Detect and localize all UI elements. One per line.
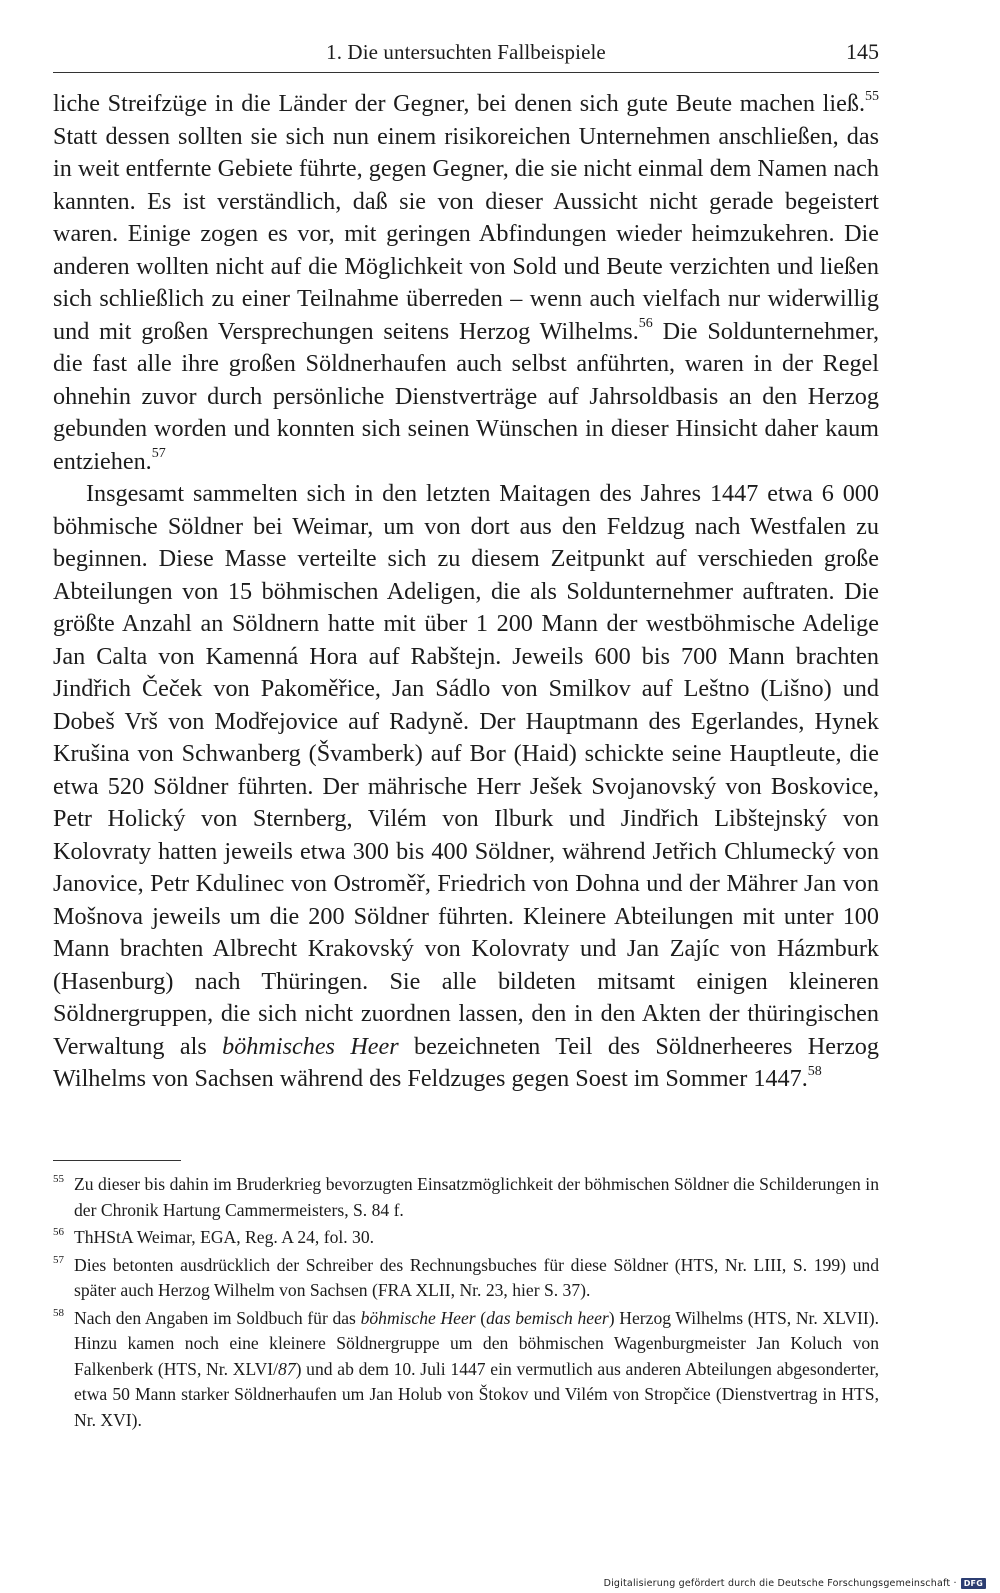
footnote-text: ( [475,1307,487,1328]
text-run: Statt dessen sollten sie sich nun einem risikoreichen Unternehmen anschließen, das in weit entfernte Gebiete führte, gegen Gegner, die sie nicht einmal dem Namen nach kannten. Es ist verständlich, daß sie von dieser Aussicht nicht gerade begeistert waren. Einige zogen es vor, mit geringen Abfindungen wieder heimzukehren. Die anderen wollten nicht auf die Möglichkeit von Sold und Beute verzichten und ließen sich schließlich zu einer Teilnahme überreden – wenn auch vielfach nur widerwillig und mit großen Versprechungen seitens Herzog Wilhelms. [53,122,879,345]
footnote-text: Nach den Angaben im Soldbuch für das [74,1307,361,1328]
paragraph-2 [53,478,879,1096]
footnote-58: $^{58}$ Nach den Angaben im Soldbuch für das böhmische Heer (das bemisch heer) Herzog Wilhelms (HTS, Nr. XLVII). Hinzu kamen noch eine kleinere Söldnergruppe um den böhmischen Wagenburgmeister Jan Koluch von Falkenberk (HTS, Nr. XLVI/87) und ab dem 10. Juli 1447 ein vermutlich aus anderen Abteilungen abgesonderter, etwa 50 Mann starker Söldnerhaufen um Jan Holub von Štokov und Vilém von Stropčice (Dienstvertrag in HTS, Nr. XVI). [53,1306,879,1430]
text-run: Insgesamt sammelten sich in den letzten Maitagen des Jahres 1447 etwa 6 000 böhmische Söldner bei Weimar, um von dort aus den Feldzug nach Westfalen zu beginnen. Diese Masse verteilte sich zu diesem Zeitpunkt auf verschieden große Abteilungen von 15 böhmischen Adeligen, die als Soldunternehmer auftraten. Die größte Anzahl an Söldnern hatte mit über 1 200 Mann der westböhmische Adelige Jan Calta von Kamenná Hora auf Rabštejn. Jeweils 600 bis 700 Mann brachten Jindřich Čeček von Pakoměřice, Jan Sádlo von Smilkov auf Leštno (Lišno) und Dobeš Vrš von Modřejovice auf Radyně. Der Hauptmann des Egerlandes, Hynek Krušina von Schwanberg (Švamberk) auf Bor (Haid) schickte seine Hauptleute, die etwa 520 Söldner führten. Der mährische Herr Ješek Svojanovský von Boskovice, Petr Holický von Sternberg, Vilém von Ilburk und Jindřich Libštejnský von Kolovraty hatten jeweils etwa 300 bis 400 Söldner, während Jetřich Chlumecký von Janovice, Petr Kdulinec von Ostroměř, Friedrich von Dohna und der Mährer Jan von Mošnova jeweils um die 200 Söldner führten. Kleinere Abteilungen mit unter 100 Mann brachten Albrecht Krakovský von Kolovraty und Jan Zajíc von Házmburk (Hasenburg) nach Thüringen. Sie alle bildeten mitsamt einigen kleineren Söldnergruppen, die sich nicht zuordnen lassen, den in den Akten der thüringischen Verwaltung als [53,480,879,1060]
dfg-logo: DFG [961,1578,986,1589]
paragraph-1 [53,88,879,478]
footnote-ref-55[interactable]: 55 [865,88,879,104]
italic-term: 87 [278,1358,296,1379]
footnote-ref-58[interactable]: 58 [807,1063,822,1079]
main-text [53,88,879,1096]
footnote-ref-56[interactable]: 56 [638,316,653,332]
footnote-text: ) und ab dem 10. Juli 1447 ein vermutlich aus anderen Abteilungen abgesonderter, etwa 50 Mann starker Söldnerhaufen um Jan Holub von Štokov und Vilém von Stropčice (Dienstvertrag in HTS, Nr. XVI). [74,1358,879,1430]
footnote-57: $^{57}$ Dies betonten ausdrücklich der Schreiber des Rechnungsbuches für diese Söldner (HTS, Nr. LIII, S. 199) und später auch Herzog Wilhelm von Sachsen (FRA XLII, Nr. 23, hier S. 37). [53,1253,879,1300]
digitization-notice [604,1578,986,1589]
running-title: 1. Die untersuchten Fallbeispiele [326,40,606,64]
text-run: bezeichneten Teil des Söldnerheeres Herzog Wilhelms von Sachsen während des Feldzuges gegen Soest im Sommer 1447. [53,1032,879,1092]
footnote-55: $^{55}$ Zu dieser bis dahin im Bruderkrieg bevorzugten Einsatzmöglichkeit der böhmischen Söldner die Schilderungen in der Chronik Hartung Cammermeisters, S. 84 f. [53,1173,879,1220]
text-run: Die Soldunternehmer, die fast alle ihre großen Söldnerhaufen auch selbst anführten, waren in der Regel ohnehin zuvor durch persönliche Dienstverträge auf Jahrsoldbasis an den Herzog gebunden worden und konnten sich seinen Wünschen in dieser Hinsicht daher kaum entziehen. [53,317,879,475]
running-header [53,38,879,73]
footnote-ref-57[interactable]: 57 [151,446,166,462]
text-run: liche Streifzüge in die Länder der Gegner, bei denen sich gute Beute machen ließ. [53,90,865,117]
footer-text: Digitalisierung gefördert durch die Deutsche Forschungsgemeinschaft · [603,1578,957,1589]
footnote-text: ) Herzog Wilhelms (HTS, Nr. XLVII). Hinzu kamen noch eine kleinere Söldnergruppe um den böhmischen Wagenburgmeister Jan Koluch von Falkenberk (HTS, Nr. XLVI/ [74,1307,879,1379]
italic-term: das bemisch heer [486,1307,609,1328]
footnotes [53,1172,879,1435]
footnote-text: Zu dieser bis dahin im Bruderkrieg bevorzugten Einsatzmöglichkeit der böhmischen Söldner die Schilderungen in der Chronik Hartung Cammermeisters, S. 84 f. [74,1174,879,1220]
footnote-text: Dies betonten ausdrücklich der Schreiber des Rechnungsbuches für diese Söldner (HTS, Nr. LIII, S. 199) und später auch Herzog Wilhelm von Sachsen (FRA XLII, Nr. 23, hier S. 37). [74,1254,879,1300]
footnote-text: ThHStA Weimar, EGA, Reg. A 24, fol. 30. [74,1227,375,1247]
footnote-divider [53,1160,181,1161]
footnote-56: $^{56}$ ThHStA Weimar, EGA, Reg. A 24, fol. 30. [53,1226,375,1247]
italic-term: böhmische Heer [360,1307,476,1328]
italic-term: böhmisches Heer [222,1032,399,1060]
page-number: 145 [846,39,879,64]
